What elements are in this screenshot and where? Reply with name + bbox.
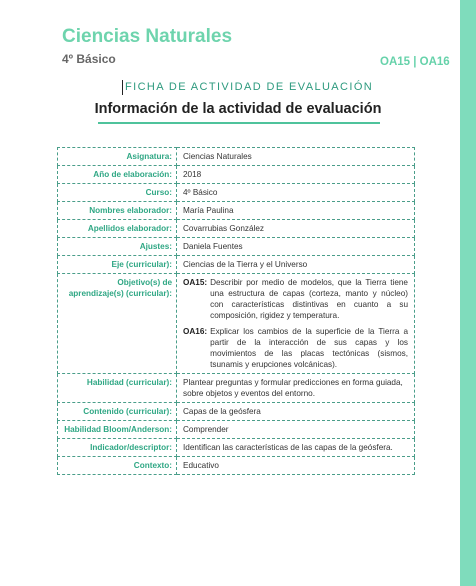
grade-label: 4º Básico xyxy=(62,52,116,66)
indicador-value[interactable]: Identifican las características de las capas de la geósfera. xyxy=(177,439,415,457)
objective-item xyxy=(183,326,408,370)
anio-value[interactable]: 2018 xyxy=(177,166,415,184)
contexto-value[interactable]: Educativo xyxy=(177,457,415,475)
text-cursor xyxy=(122,80,123,95)
table-row xyxy=(58,457,415,475)
objective-code: OA16: xyxy=(183,327,208,336)
curso-label: Curso: xyxy=(58,184,177,202)
habilidad-value[interactable]: Plantear preguntas y formular predicciones en forma guiada, sobre objetos y eventos del entorno. xyxy=(177,374,415,403)
objective-codes: OA15 | OA16 xyxy=(380,56,450,68)
apellidos-label: Apellidos elaborador: xyxy=(58,220,177,238)
objetivos-value[interactable] xyxy=(177,274,415,374)
bloom-value[interactable]: Comprender xyxy=(177,421,415,439)
heading-underline xyxy=(98,122,380,124)
table-row xyxy=(58,184,415,202)
section-heading: Información de la actividad de evaluación xyxy=(94,101,382,117)
subject-title: Ciencias Naturales xyxy=(62,26,233,47)
habilidad-label: Habilidad (curricular): xyxy=(58,374,177,403)
table-row xyxy=(58,439,415,457)
nombres-label: Nombres elaborador: xyxy=(58,202,177,220)
table-row xyxy=(58,148,415,166)
eje-value[interactable]: Ciencias de la Tierra y el Universo xyxy=(177,256,415,274)
contexto-label: Contexto: xyxy=(58,457,177,475)
objective-text: Explicar los cambios de la superficie de la Tierra a partir de la interacción de sus capas y los movimientos de las placas tectónicas (sismos, tsunamis y erupciones volcánicas). xyxy=(210,327,408,369)
apellidos-value[interactable]: Covarrubias González xyxy=(177,220,415,238)
table-row xyxy=(58,202,415,220)
anio-label: Año de elaboración: xyxy=(58,166,177,184)
indicador-label: Indicador/descriptor: xyxy=(58,439,177,457)
bloom-label: Habilidad Bloom/Anderson: xyxy=(58,421,177,439)
table-row xyxy=(58,256,415,274)
table-row xyxy=(58,166,415,184)
ficha-title: FICHA DE ACTIVIDAD DE EVALUACIÓN xyxy=(125,81,374,93)
table-row xyxy=(58,220,415,238)
contenido-label: Contenido (curricular): xyxy=(58,403,177,421)
table-row xyxy=(58,238,415,256)
contenido-value[interactable]: Capas de la geósfera xyxy=(177,403,415,421)
table-row xyxy=(58,403,415,421)
ajustes-label: Ajustes: xyxy=(58,238,177,256)
objective-code: OA15: xyxy=(183,278,208,287)
asignatura-value[interactable]: Ciencias Naturales xyxy=(177,148,415,166)
asignatura-label: Asignatura: xyxy=(58,148,177,166)
nombres-value[interactable]: María Paulina xyxy=(177,202,415,220)
page-side-bar xyxy=(460,0,476,586)
activity-info-table xyxy=(57,147,415,475)
table-row xyxy=(58,374,415,403)
objetivos-label: Objetivo(s) de aprendizaje(s) (curricular): xyxy=(58,274,177,374)
eje-label: Eje (curricular): xyxy=(58,256,177,274)
table-row xyxy=(58,421,415,439)
table-row xyxy=(58,274,415,374)
ajustes-value[interactable]: Daniela Fuentes xyxy=(177,238,415,256)
objective-text: Describir por medio de modelos, que la Tierra tiene una estructura de capas (corteza, manto y núcleo) con características distintivas en cuanto a su composición, rigidez y temperatura. xyxy=(210,278,408,320)
objective-item xyxy=(183,277,408,321)
curso-value[interactable]: 4º Básico xyxy=(177,184,415,202)
